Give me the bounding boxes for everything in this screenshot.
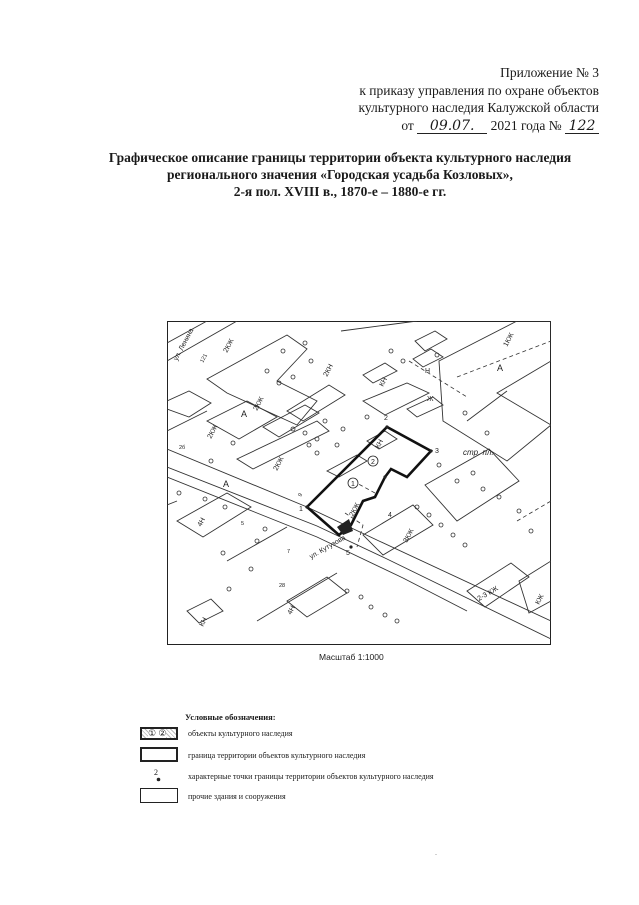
building-label: 2КЖ [348,501,362,518]
heritage-object-number: 1 [351,481,355,488]
site-plan-map [167,321,551,645]
building-label: 2КН [322,363,335,378]
building-label: стр. пл. [463,448,494,457]
building-label: А [241,409,248,419]
house-number: 9 [297,492,305,498]
department-line: культурного наследия Калужской области [358,100,599,115]
order-date-line: от 09.07. 2021 года № 122 [358,117,599,135]
building-label: КН [374,438,386,450]
house-number: 121 [199,353,210,364]
street-label: ул. Кутузова [308,534,347,561]
map-scale: Масштаб 1:1000 [319,652,384,662]
building-label: 4Н [286,604,297,616]
order-line: к приказу управления по охране объектов [359,82,599,98]
point-symbol-dot [156,777,161,782]
building-label: А [223,479,230,489]
boundary-symbol [140,747,178,762]
building-label: 2КЖ [206,423,220,440]
boundary-point-label: 4 [388,512,392,519]
building-label: 2КЖ [252,395,266,412]
building-label: 1КЖ [502,331,516,348]
appendix-number: Приложение № 3 [500,65,599,80]
legend-title: Условные обозначения: [185,712,276,722]
house-number: 28 [279,583,286,589]
boundary-point-label: 3 [435,448,439,455]
building-label: КН [378,376,390,388]
handwritten-date: 09.07. [417,119,487,134]
building-label: А [497,363,504,373]
building-label: КЖ [534,593,546,606]
building-label: 2КЖ [272,455,286,472]
boundary-point-label: 5 [346,550,350,557]
boundary-point-label: 1 [299,506,303,513]
document-title: Графическое описание границы территории объекта культурного наследия регионального значения «Городская усадьба Козловых», 2-я пол. XVIII в., 1870-е – 1880-е гг. [108,150,572,199]
heritage-object-number: 2 [371,459,375,466]
house-number: 7 [287,549,291,555]
point-symbol-label: 2 [154,768,158,777]
boundary-point-label: 2 [384,415,388,422]
approval-header [358,64,599,134]
handwritten-number: 122 [565,119,599,134]
house-number: 5 [241,521,245,527]
building-label: 2-3 КЖ [476,585,500,603]
building-label: Н [425,368,431,375]
building-label: Ж [427,396,434,403]
building-label: 4Н [196,516,207,528]
house-number: 2б [179,445,186,451]
building-label: КН [198,616,210,628]
building-label: 2КЖ [222,337,236,354]
building-symbol [140,788,178,803]
page-mark: . [435,848,437,857]
building-label: 3КЖ [402,527,416,544]
heritage-object-symbol: ① ② [140,727,178,740]
street-label: ул. Ленина [172,327,196,362]
